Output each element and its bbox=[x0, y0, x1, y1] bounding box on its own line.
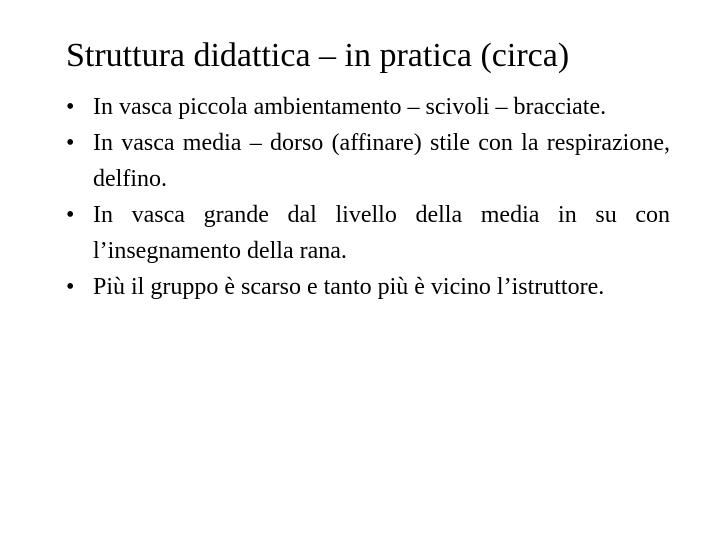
bullet-text: In vasca grande dal livello della media in su con l’insegnamento della rana. bbox=[93, 202, 670, 264]
bullet-icon: • bbox=[66, 202, 75, 228]
bullet-icon: • bbox=[66, 94, 75, 120]
bullet-item bbox=[66, 197, 670, 269]
slide-title: Struttura didattica – in pratica (circa) bbox=[66, 37, 570, 74]
bullet-list bbox=[66, 89, 670, 305]
bullet-text: Più il gruppo è scarso e tanto più è vicino l’istruttore. bbox=[93, 274, 605, 300]
bullet-text: In vasca media – dorso (affinare) stile con la respirazione, delfino. bbox=[93, 130, 670, 192]
bullet-item bbox=[66, 125, 670, 197]
bullet-icon: • bbox=[66, 130, 75, 156]
bullet-item bbox=[66, 89, 670, 125]
bullet-icon: • bbox=[66, 274, 75, 300]
bullet-item bbox=[66, 269, 670, 305]
bullet-text: In vasca piccola ambientamento – scivoli – bracciate. bbox=[93, 94, 607, 120]
